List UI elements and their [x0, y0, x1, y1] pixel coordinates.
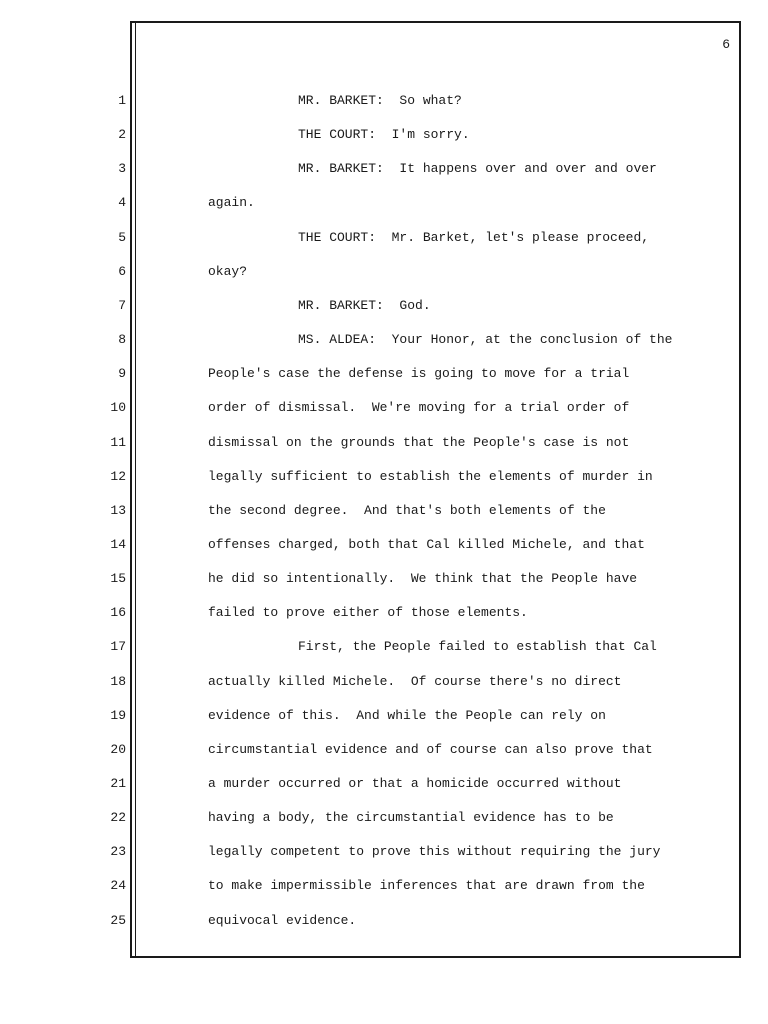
line-number: 24 [110, 878, 126, 893]
page-number: 6 [722, 37, 730, 52]
line-number: 10 [110, 400, 126, 415]
line-number: 19 [110, 708, 126, 723]
transcript-line: evidence of this. And while the People can rely on [208, 708, 606, 723]
line-number: 6 [118, 264, 126, 279]
transcript-line: People's case the defense is going to move for a trial [208, 366, 630, 381]
transcript-line: equivocal evidence. [208, 913, 357, 928]
line-number: 25 [110, 913, 126, 928]
line-number: 2 [118, 127, 126, 142]
transcript-line: he did so intentionally. We think that the People have [208, 571, 638, 586]
line-number: 22 [110, 810, 126, 825]
line-number: 7 [118, 298, 126, 313]
line-number: 18 [110, 674, 126, 689]
line-number: 8 [118, 332, 126, 347]
transcript-line: again. [208, 195, 255, 210]
transcript-line: legally sufficient to establish the elements of murder in [208, 469, 653, 484]
line-number: 12 [110, 469, 126, 484]
transcript-line: okay? [208, 264, 248, 279]
transcript-line: legally competent to prove this without requiring the jury [208, 844, 661, 859]
line-number: 5 [118, 230, 126, 245]
transcript-line: THE COURT: I'm sorry. [298, 127, 470, 142]
transcript-line: offenses charged, both that Cal killed Michele, and that [208, 537, 645, 552]
transcript-line: First, the People failed to establish that Cal [298, 639, 657, 654]
transcript-line: circumstantial evidence and of course can also prove that [208, 742, 653, 757]
line-number: 14 [110, 537, 126, 552]
transcript-line: MR. BARKET: God. [298, 298, 431, 313]
line-number: 1 [118, 93, 126, 108]
transcript-line: having a body, the circumstantial evidence has to be [208, 810, 614, 825]
transcript-line: order of dismissal. We're moving for a trial order of [208, 400, 630, 415]
line-number: 16 [110, 605, 126, 620]
line-number: 9 [118, 366, 126, 381]
transcript-line: a murder occurred or that a homicide occurred without [208, 776, 622, 791]
line-number: 17 [110, 639, 126, 654]
transcript-line: dismissal on the grounds that the People's case is not [208, 435, 630, 450]
transcript-line: MS. ALDEA: Your Honor, at the conclusion of the [298, 332, 673, 347]
transcript-line: failed to prove either of those elements. [208, 605, 528, 620]
transcript-line: MR. BARKET: It happens over and over and over [298, 161, 657, 176]
transcript-line: to make impermissible inferences that are drawn from the [208, 878, 645, 893]
line-number: 15 [110, 571, 126, 586]
margin-rule [135, 21, 136, 958]
line-number: 13 [110, 503, 126, 518]
line-number: 4 [118, 195, 126, 210]
transcript-line: actually killed Michele. Of course there's no direct [208, 674, 622, 689]
line-number: 20 [110, 742, 126, 757]
line-number: 23 [110, 844, 126, 859]
line-number: 11 [110, 435, 126, 450]
line-number: 3 [118, 161, 126, 176]
line-number: 21 [110, 776, 126, 791]
transcript-line: the second degree. And that's both elements of the [208, 503, 606, 518]
transcript-line: THE COURT: Mr. Barket, let's please proceed, [298, 230, 650, 245]
transcript-line: MR. BARKET: So what? [298, 93, 462, 108]
